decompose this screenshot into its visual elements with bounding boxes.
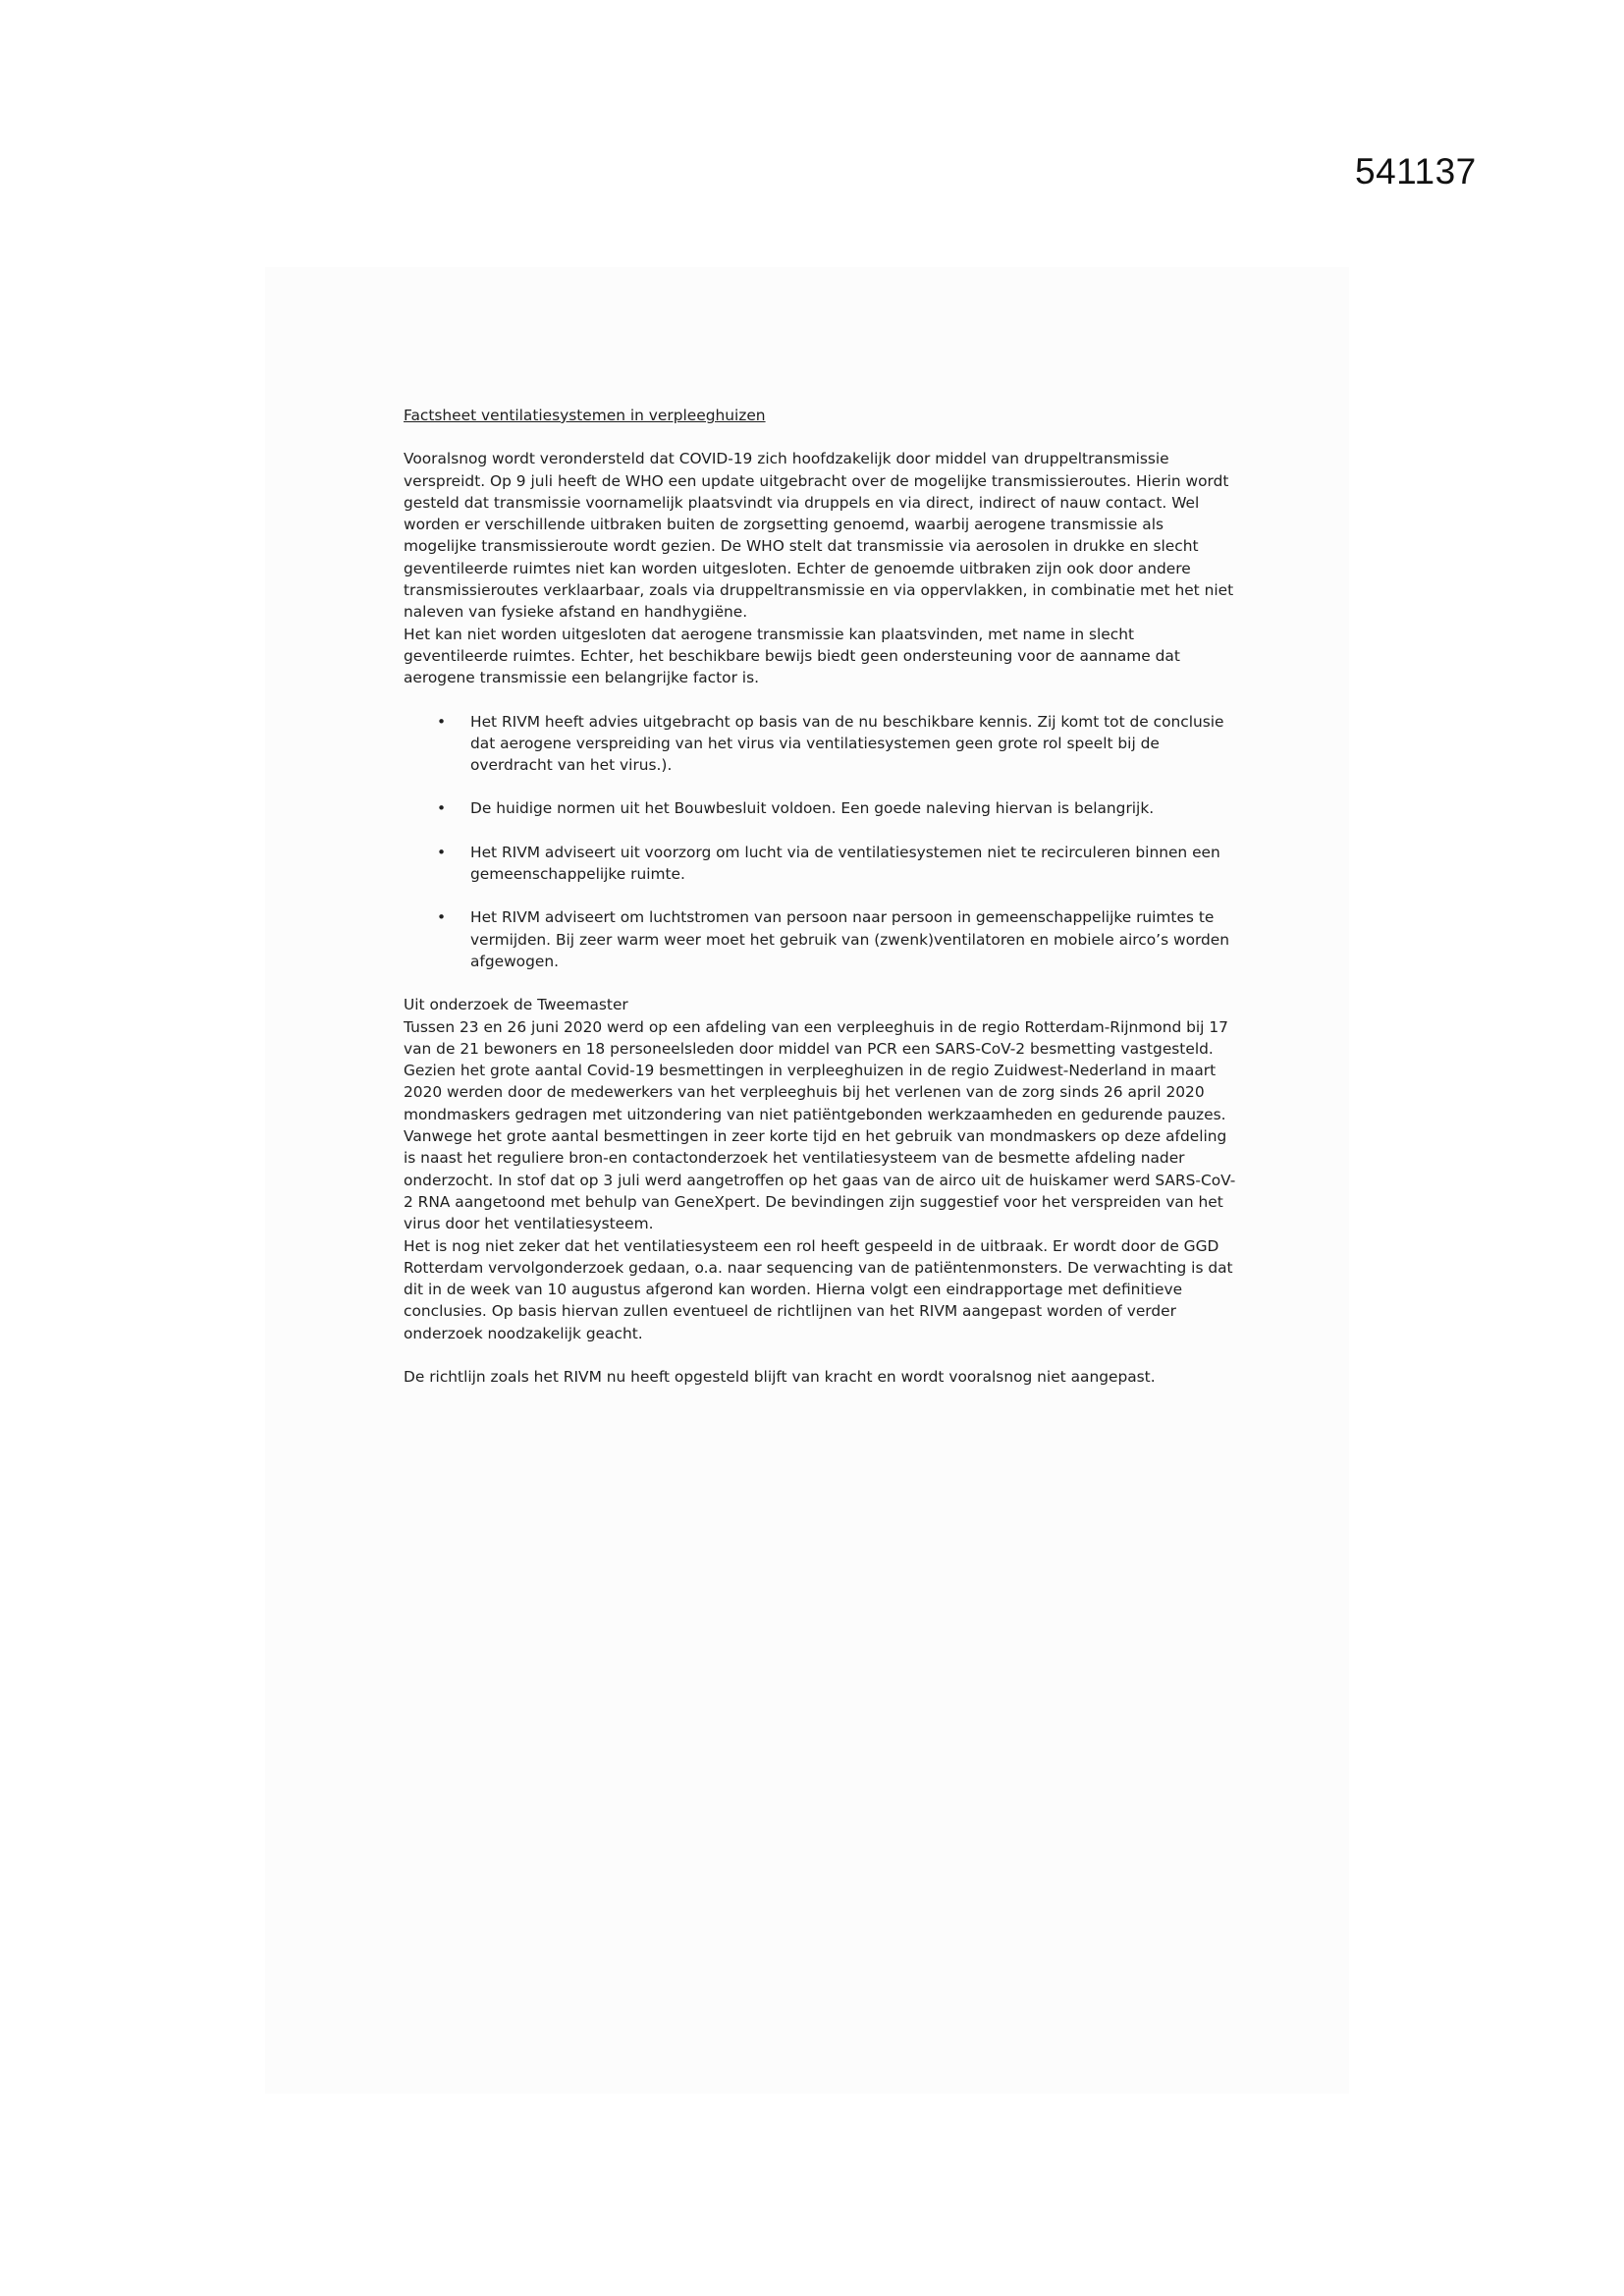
section-paragraph-1: Tussen 23 en 26 juni 2020 werd op een afdeling van een verpleeghuis in de regio Rotterdam-Rijnmond bij 17 van de 21 bewoners en 18 personeelsleden door middel van PCR een SARS-CoV-2 besmetting vastgesteld. Gezien het grote aantal Covid-19 besmettingen in verpleeghuizen in de regio Zuidwest-Nederland in maart 2020 werden door de medewerkers van het verpleeghuis bij het verlenen van de zorg sinds 26 april 2020 mondmaskers gedragen met uitzondering van niet patiëntgebonden werkzaamheden en gedurende pauzes. Vanwege het grote aantal besmettingen in zeer korte tijd en het gebruik van mondmaskers op deze afdeling is naast het reguliere bron-en contactonderzoek het ventilatiesysteem van de besmette afdeling nader onderzocht. In stof dat op 3 juli werd aangetroffen op het gaas van de airco uit de huiskamer werd SARS-CoV-2 RNA aangetoond met behulp van GeneXpert. De bevindingen zijn suggestief voor het verspreiden van het virus door het ventilatiesysteem.	[404, 1017, 1236, 1233]
intro-paragraph-1: Vooralsnog wordt verondersteld dat COVID-19 zich hoofdzakelijk door middel van druppeltransmissie verspreidt. Op 9 juli heeft de WHO een update uitgebracht over de mogelijke transmissieroutes. Hierin wordt gesteld dat transmissie voornamelijk plaatsvindt via druppels en via direct, indirect of nauw contact. Wel worden er verschillende uitbraken buiten de zorgsetting genoemd, waarbij aerogene transmissie als mogelijke transmissieroute wordt gezien. De WHO stelt dat transmissie via aerosolen in drukke en slecht geventileerde ruimtes niet kan worden uitgesloten. Echter de genoemde uitbraken zijn ook door andere transmissieroutes verklaarbaar, zoals via druppeltransmissie en via oppervlakken, in combinatie met het niet naleven van fysieke afstand en handhygiëne.	[404, 450, 1234, 622]
section-heading: Uit onderzoek de Tweemaster	[404, 996, 628, 1014]
list-item-text: De huidige normen uit het Bouwbesluit voldoen. Een goede naleving hiervan is belangrijk.	[470, 799, 1155, 818]
intro-paragraph-2: Het kan niet worden uitgesloten dat aerogene transmissie kan plaatsvinden, met name in slecht geventileerde ruimtes. Echter, het beschikbare bewijs biedt geen ondersteuning voor de aanname dat aerogene transmissie een belangrijke factor is.	[404, 625, 1180, 687]
list-item-text: Het RIVM heeft advies uitgebracht op basis van de nu beschikbare kennis. Zij komt tot de conclusie dat aerogene verspreiding van het virus via ventilatiesystemen geen grote rol speelt bij de overdracht van het virus.).	[470, 712, 1224, 775]
document-number: 541137	[1355, 151, 1477, 191]
list-item	[404, 842, 1238, 886]
list-item	[404, 797, 1238, 819]
list-item	[404, 711, 1238, 777]
list-item-text: Het RIVM adviseert uit voorzorg om lucht via de ventilatiesystemen niet te recirculeren binnen een gemeenschappelijke ruimte.	[470, 843, 1220, 884]
list-item-text: Het RIVM adviseert om luchtstromen van persoon naar persoon in gemeenschappelijke ruimtes te vermijden. Bij zeer warm weer moet het gebruik van (zwenk)ventilatoren en mobiele airco’s worden afgewogen.	[470, 908, 1230, 970]
document-body	[404, 405, 1238, 1388]
document-title: Factsheet ventilatiesystemen in verpleeghuizen	[404, 407, 766, 424]
bullet-icon: •	[437, 908, 447, 927]
advice-list	[404, 711, 1238, 973]
section-paragraph-2: Het is nog niet zeker dat het ventilatiesysteem een rol heeft gespeeld in de uitbraak. Er wordt door de GGD Rotterdam vervolgonderzoek gedaan, o.a. naar sequencing van de patiëntenmonsters. De verwachting is dat dit in de week van 10 augustus afgerond kan worden. Hierna volgt een eindrapportage met definitieve conclusies. Op basis hiervan zullen eventueel de richtlijnen van het RIVM aangepast worden of verder onderzoek noodzakelijk geacht.	[404, 1236, 1233, 1342]
list-item	[404, 906, 1238, 972]
bullet-icon: •	[437, 712, 447, 731]
closing-paragraph: De richtlijn zoals het RIVM nu heeft opgesteld blijft van kracht en wordt vooralsnog niet aangepast.	[404, 1367, 1156, 1386]
bullet-icon: •	[437, 799, 447, 818]
bullet-icon: •	[437, 843, 447, 861]
